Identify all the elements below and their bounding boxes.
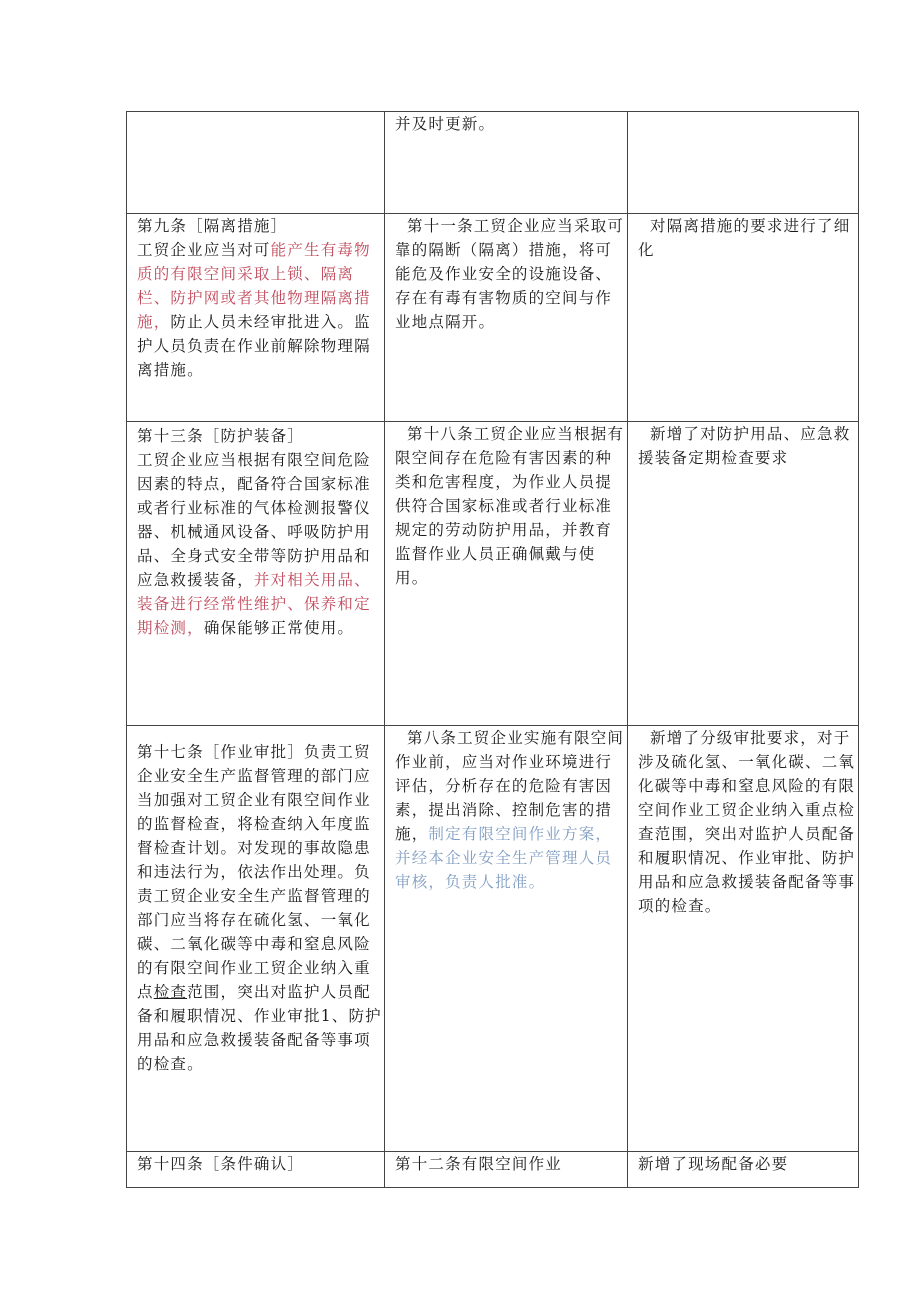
article-body: 工贸企业应当根据有限空间危险因素的特点，配备符合国家标准或者行业标准的气体检测报警仪器、机械通风设备、呼吸防护用品、全身式安全带等防护用品和应急救援装备，并对相关用品、装备进行经常性维护、保养和定期检测，确保能够正常使用。: [137, 451, 371, 637]
underlined-text: 检查: [153, 983, 188, 1001]
cell-note: 对隔离措施的要求进行了细化: [628, 214, 859, 422]
table-row: [127, 422, 859, 726]
cell-revised: 第十二条有限空间作业: [385, 1152, 628, 1188]
article-title: 第十三条［防护装备］: [137, 427, 305, 445]
highlight-text: 制定有限空间作业方案，并经本企业安全生产管理人员审核，负责人批准。: [395, 825, 613, 891]
cell-note: [628, 112, 859, 214]
article-title: 第九条［隔离措施］: [137, 217, 288, 235]
cell-revised: 第十一条工贸企业应当采取可靠的隔断（隔离）措施，将可能危及作业安全的设施设备、存在有毒有害物质的空间与作业地点隔开。: [385, 214, 628, 422]
cell-revised: 第八条工贸企业实施有限空间作业前，应当对作业环境进行评估，分析存在的危险有害因素，提出消除、控制危害的措施，制定有限空间作业方案，并经本企业安全生产管理人员审核，负责人批准。: [385, 726, 628, 1152]
cell-revised: 并及时更新。: [385, 112, 628, 214]
cell-original: 第十四条［条件确认］: [127, 1152, 385, 1188]
highlight-text: 能产生有毒物质的有限空间采取上锁、隔离栏、防护网或者其他物理隔离措施，: [137, 241, 371, 331]
cell-original: [127, 112, 385, 214]
cell-note: 新增了对防护用品、应急救援装备定期检查要求: [628, 422, 859, 726]
table-row: [127, 726, 859, 1152]
cell-original: [127, 214, 385, 422]
table-row: [127, 214, 859, 422]
comparison-table: [126, 111, 859, 1188]
cell-original: [127, 422, 385, 726]
highlight-text: 并对相关用品、装备进行经常性维护、保养和定期检测，: [137, 571, 371, 637]
table-row: [127, 1152, 859, 1188]
cell-original: 第十七条［作业审批］负责工贸企业安全生产监督管理的部门应当加强对工贸企业有限空间作业的监督检查，将检查纳入年度监督检查计划。对发现的事故隐患和违法行为，依法作出处理。负责工贸企业安全生产监督管理的部门应当将存在硫化氢、一氧化碳、二氧化碳等中毒和窒息风险的有限空间作业工贸企业纳入重点检查范围，突出对监护人员配备和履职情况、作业审批1、防护用品和应急救援装备配备等事项的检查。: [127, 726, 385, 1152]
cell-revised: 第十八条工贸企业应当根据有限空间存在危险有害因素的种类和危害程度，为作业人员提供符合国家标准或者行业标准规定的劳动防护用品，并教育监督作业人员正确佩戴与使用。: [385, 422, 628, 726]
article-body: 工贸企业应当对可能产生有毒物质的有限空间采取上锁、隔离栏、防护网或者其他物理隔离措施，防止人员未经审批进入。监护人员负责在作业前解除物理隔离措施。: [137, 241, 371, 379]
table-row: [127, 112, 859, 214]
cell-note: 新增了现场配备必要: [628, 1152, 859, 1188]
cell-note: 新增了分级审批要求，对于涉及硫化氢、一氧化碳、二氧化碳等中毒和窒息风险的有限空间作业工贸企业纳入重点检查范围，突出对监护人员配备和履职情况、作业审批、防护用品和应急救援装备配备等事项的检查。: [628, 726, 859, 1152]
